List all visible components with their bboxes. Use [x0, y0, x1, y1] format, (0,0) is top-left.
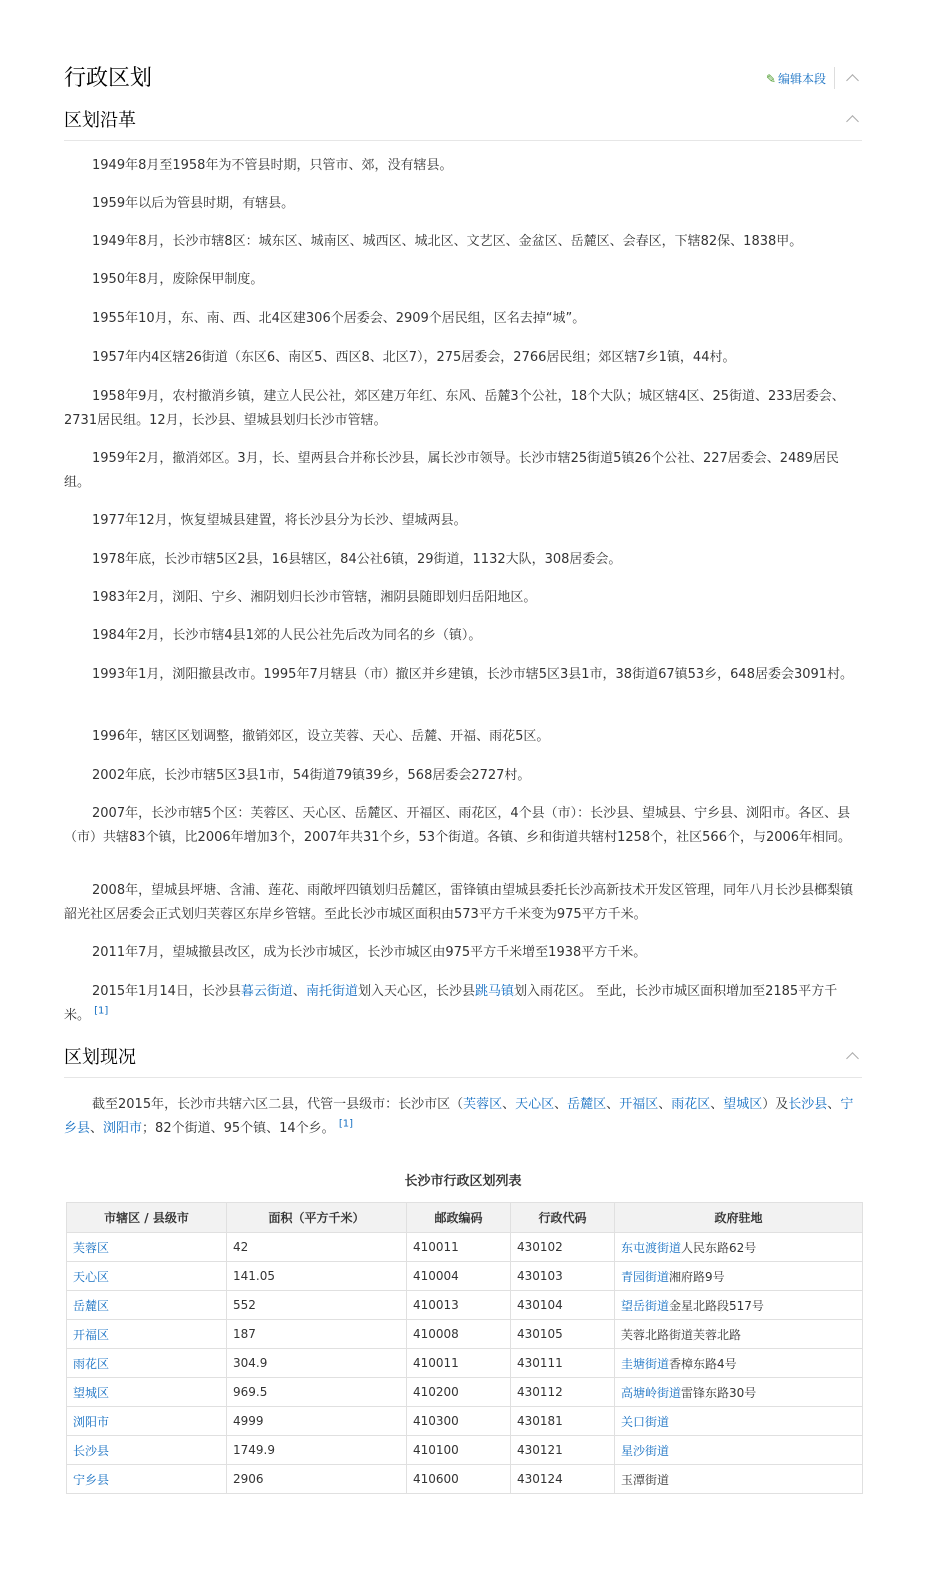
collapse-history-icon[interactable] [846, 114, 860, 124]
edit-section-label: 编辑本段 [777, 72, 826, 86]
link-kaifu[interactable]: 开福区 [619, 1097, 659, 1112]
district-link[interactable]: 长沙县 [73, 1443, 110, 1458]
seat-street-link[interactable]: 关口街道 [621, 1414, 670, 1429]
subsection-title-history: 区划沿革 [64, 110, 136, 131]
cell-area: 187 [227, 1320, 407, 1349]
cell-postcode: 410008 [407, 1320, 511, 1349]
link-ningxiang-county[interactable]: 宁乡县 [64, 1097, 854, 1136]
cell-area: 141.05 [227, 1262, 407, 1291]
cell-admin-code: 430103 [511, 1262, 615, 1291]
link-nantuo-street[interactable]: 南托街道 [305, 984, 358, 999]
text: 划入雨花区。 至此，长沙市城区面积增加至2185平方千米。 [64, 984, 838, 1023]
text: 、 [606, 1097, 620, 1112]
text: ）及 [762, 1097, 789, 1112]
collapse-current-icon[interactable] [846, 1051, 860, 1061]
district-link[interactable]: 天心区 [73, 1269, 110, 1284]
history-paragraph: 1958年9月，农村撤消乡镇，建立人民公社，郊区建万年红、东风、岳麓3个公社，18个大队；城区辖4区、25街道、233居委会、2731居民组。12月，长沙县、望城县划归长沙市管辖。 [64, 389, 845, 428]
column-header: 市辖区 / 县级市 [67, 1203, 227, 1233]
cell-postcode: 410013 [407, 1291, 511, 1320]
history-paragraph: 1993年1月，浏阳撤县改市。1995年7月辖县（市）撤区并乡建镇，长沙市辖5区3县1市，38街道67镇53乡，648居委会3091村。 [92, 667, 854, 682]
history-paragraph: 2007年，长沙市辖5个区：芙蓉区、天心区、岳麓区、开福区、雨花区，4个县（市）：长沙县、望城县、宁乡县、浏阳市。各区、县（市）共辖83个镇，比2006年增加3个，2007年共31个乡，53个街道。各镇、乡和街道共辖村1258个，社区566个，与2006年相同。 [64, 806, 852, 845]
cell-seat [615, 1465, 863, 1494]
cell-postcode: 410100 [407, 1436, 511, 1465]
seat-street-link[interactable]: 圭塘街道 [621, 1356, 670, 1371]
seat-street-link[interactable]: 青园街道 [621, 1269, 670, 1284]
cell-postcode: 410300 [407, 1407, 511, 1436]
reference-link[interactable]: [1] [338, 1118, 353, 1130]
text: 、 [292, 984, 306, 999]
cell-area: 552 [227, 1291, 407, 1320]
table-row [67, 1262, 863, 1291]
table-row [67, 1349, 863, 1378]
cell-seat [615, 1349, 863, 1378]
cell-admin-code: 430124 [511, 1465, 615, 1494]
text: 、 [90, 1121, 104, 1136]
collapse-section-icon[interactable] [846, 73, 860, 83]
seat-address: 香樟东路4号 [669, 1356, 737, 1371]
cell-area: 2906 [227, 1465, 407, 1494]
table-header-row [67, 1203, 863, 1233]
reference-link[interactable]: [1] [94, 1005, 109, 1017]
cell-name [67, 1349, 227, 1378]
table-row [67, 1407, 863, 1436]
text: ；82个街道、95个镇、14个乡。 [142, 1121, 335, 1136]
cell-name [67, 1320, 227, 1349]
district-link[interactable]: 开福区 [73, 1327, 110, 1342]
cell-admin-code: 430112 [511, 1378, 615, 1407]
history-paragraph: 1949年8月，长沙市辖8区：城东区、城南区、城西区、城北区、文艺区、金盆区、岳麓区、会春区，下辖82保、1838甲。 [92, 234, 803, 249]
cell-postcode: 410011 [407, 1233, 511, 1262]
history-paragraph: 2008年，望城县坪塘、含浦、莲花、雨敞坪四镇划归岳麓区，雷锋镇由望城县委托长沙高新技术开发区管理，同年八月长沙县榔梨镇韶光社区居委会正式划归芙蓉区东岸乡管辖。至此长沙市城区面积由573平方千米变为975平方千米。 [64, 883, 854, 922]
link-tianxin[interactable]: 天心区 [515, 1097, 555, 1112]
cell-area: 4999 [227, 1407, 407, 1436]
subsection-header-current [64, 1041, 862, 1078]
text: 、 [658, 1097, 672, 1112]
district-link[interactable]: 浏阳市 [73, 1414, 110, 1429]
text: 截至2015年，长沙市共辖六区二县，代管一县级市：长沙市区（ [92, 1097, 464, 1112]
history-paragraph: 1959年以后为管县时期，有辖县。 [92, 196, 295, 211]
pencil-icon: ✎ [765, 72, 776, 86]
cell-area: 1749.9 [227, 1436, 407, 1465]
link-furong[interactable]: 芙蓉区 [463, 1097, 503, 1112]
cell-admin-code: 430104 [511, 1291, 615, 1320]
cell-seat [615, 1233, 863, 1262]
cell-seat [615, 1407, 863, 1436]
subsection-header-history [64, 104, 862, 141]
link-yuelu[interactable]: 岳麓区 [567, 1097, 607, 1112]
text: 、 [502, 1097, 516, 1112]
history-paragraph: 1996年，辖区区划调整，撤销郊区，设立芙蓉、天心、岳麓、开福、雨花5区。 [92, 729, 550, 744]
link-tiaoma-town[interactable]: 跳马镇 [474, 984, 514, 999]
link-wangcheng[interactable]: 望城区 [723, 1097, 763, 1112]
link-liuyang-city[interactable]: 浏阳市 [103, 1121, 143, 1136]
table-body [67, 1233, 863, 1494]
history-paragraph: 1983年2月，浏阳、宁乡、湘阴划归长沙市管辖，湘阴县随即划归岳阳地区。 [92, 590, 537, 605]
districts-table [66, 1202, 863, 1494]
seat-address: 人民东路62号 [681, 1240, 757, 1255]
cell-name [67, 1378, 227, 1407]
cell-admin-code: 430105 [511, 1320, 615, 1349]
history-paragraph: 1978年底，长沙市辖5区2县，16县辖区，84公社6镇，29街道，1132大队，308居委会。 [92, 552, 622, 567]
table-row [67, 1465, 863, 1494]
seat-street-link[interactable]: 望岳街道 [621, 1298, 670, 1313]
text: 划入天心区，长沙县 [357, 984, 475, 999]
column-header: 面积（平方千米） [227, 1203, 407, 1233]
cell-area: 42 [227, 1233, 407, 1262]
history-paragraph: 2011年7月，望城撤县改区，成为长沙市城区，长沙市城区由975平方千米增至1938平方千米。 [92, 945, 647, 960]
table-row [67, 1291, 863, 1320]
cell-postcode: 410600 [407, 1465, 511, 1494]
cell-seat [615, 1262, 863, 1291]
district-link[interactable]: 望城区 [73, 1385, 110, 1400]
cell-seat [615, 1291, 863, 1320]
subsection-title-current: 区划现况 [64, 1047, 136, 1068]
cell-admin-code: 430102 [511, 1233, 615, 1262]
history-paragraph: 1977年12月，恢复望城县建置，将长沙县分为长沙、望城两县。 [92, 513, 467, 528]
history-paragraph: 1949年8月至1958年为不管县时期，只管市、郊，没有辖县。 [92, 158, 453, 173]
seat-address: 玉潭街道 [621, 1472, 670, 1487]
cell-admin-code: 430111 [511, 1349, 615, 1378]
history-paragraph: 1955年10月，东、南、西、北4区建306个居委会、2909个居民组，区名去掉“城”。 [92, 311, 586, 326]
history-paragraph: 1950年8月，废除保甲制度。 [92, 272, 264, 287]
edit-section-button[interactable] [766, 70, 826, 88]
table-row [67, 1436, 863, 1465]
history-paragraph: 1957年内4区辖26街道（东区6、南区5、西区8、北区7），275居委会，2766居民组；郊区辖7乡1镇，44村。 [92, 350, 736, 365]
cell-admin-code: 430181 [511, 1407, 615, 1436]
cell-postcode: 410004 [407, 1262, 511, 1291]
column-header: 行政代码 [511, 1203, 615, 1233]
table-row [67, 1320, 863, 1349]
table-caption: 长沙市行政区划列表 [404, 1174, 522, 1189]
seat-address: 芙蓉北路街道芙蓉北路 [621, 1327, 742, 1342]
district-link[interactable]: 雨花区 [73, 1356, 110, 1371]
link-muyun-street[interactable]: 暮云街道 [240, 984, 293, 999]
link-changsha-county[interactable]: 长沙县 [788, 1097, 828, 1112]
district-link[interactable]: 宁乡县 [73, 1472, 110, 1487]
district-link[interactable]: 芙蓉区 [73, 1240, 110, 1255]
divider [834, 67, 835, 89]
cell-seat [615, 1320, 863, 1349]
cell-area: 304.9 [227, 1349, 407, 1378]
seat-street-link[interactable]: 高塘岭街道 [621, 1385, 682, 1400]
text: 、 [827, 1097, 841, 1112]
cell-seat [615, 1378, 863, 1407]
section-title: 行政区划 [64, 66, 153, 91]
history-paragraph-last [64, 980, 862, 1028]
district-link[interactable]: 岳麓区 [73, 1298, 110, 1313]
cell-name [67, 1407, 227, 1436]
history-paragraph: 1959年2月，撤消郊区。3月，长、望两县合并称长沙县，属长沙市领导。长沙市辖25街道5镇26个公社、227居委会、2489居民组。 [64, 451, 839, 490]
cell-postcode: 410200 [407, 1378, 511, 1407]
cell-name [67, 1436, 227, 1465]
history-paragraph: 1984年2月，长沙市辖4县1郊的人民公社先后改为同名的乡（镇）。 [92, 628, 482, 643]
section-header [64, 62, 862, 98]
cell-postcode: 410011 [407, 1349, 511, 1378]
current-paragraph [64, 1093, 862, 1141]
history-paragraph: 2002年底，长沙市辖5区3县1市，54街道79镇39乡，568居委会2727村。 [92, 768, 531, 783]
text: 、 [710, 1097, 724, 1112]
link-yuhua[interactable]: 雨花区 [671, 1097, 711, 1112]
cell-name [67, 1262, 227, 1291]
table-row [67, 1233, 863, 1262]
seat-address: 湘府路9号 [669, 1269, 725, 1284]
cell-name [67, 1291, 227, 1320]
cell-name [67, 1465, 227, 1494]
column-header: 邮政编码 [407, 1203, 511, 1233]
cell-name [67, 1233, 227, 1262]
table-row [67, 1378, 863, 1407]
cell-admin-code: 430121 [511, 1436, 615, 1465]
text: 、 [554, 1097, 568, 1112]
text: 2015年1月14日，长沙县 [92, 984, 241, 999]
seat-address: 金星北路段517号 [669, 1298, 764, 1313]
cell-area: 969.5 [227, 1378, 407, 1407]
cell-seat [615, 1436, 863, 1465]
seat-address: 雷锋东路30号 [681, 1385, 757, 1400]
column-header: 政府驻地 [615, 1203, 863, 1233]
seat-street-link[interactable]: 星沙街道 [621, 1443, 670, 1458]
seat-street-link[interactable]: 东屯渡街道 [621, 1240, 682, 1255]
